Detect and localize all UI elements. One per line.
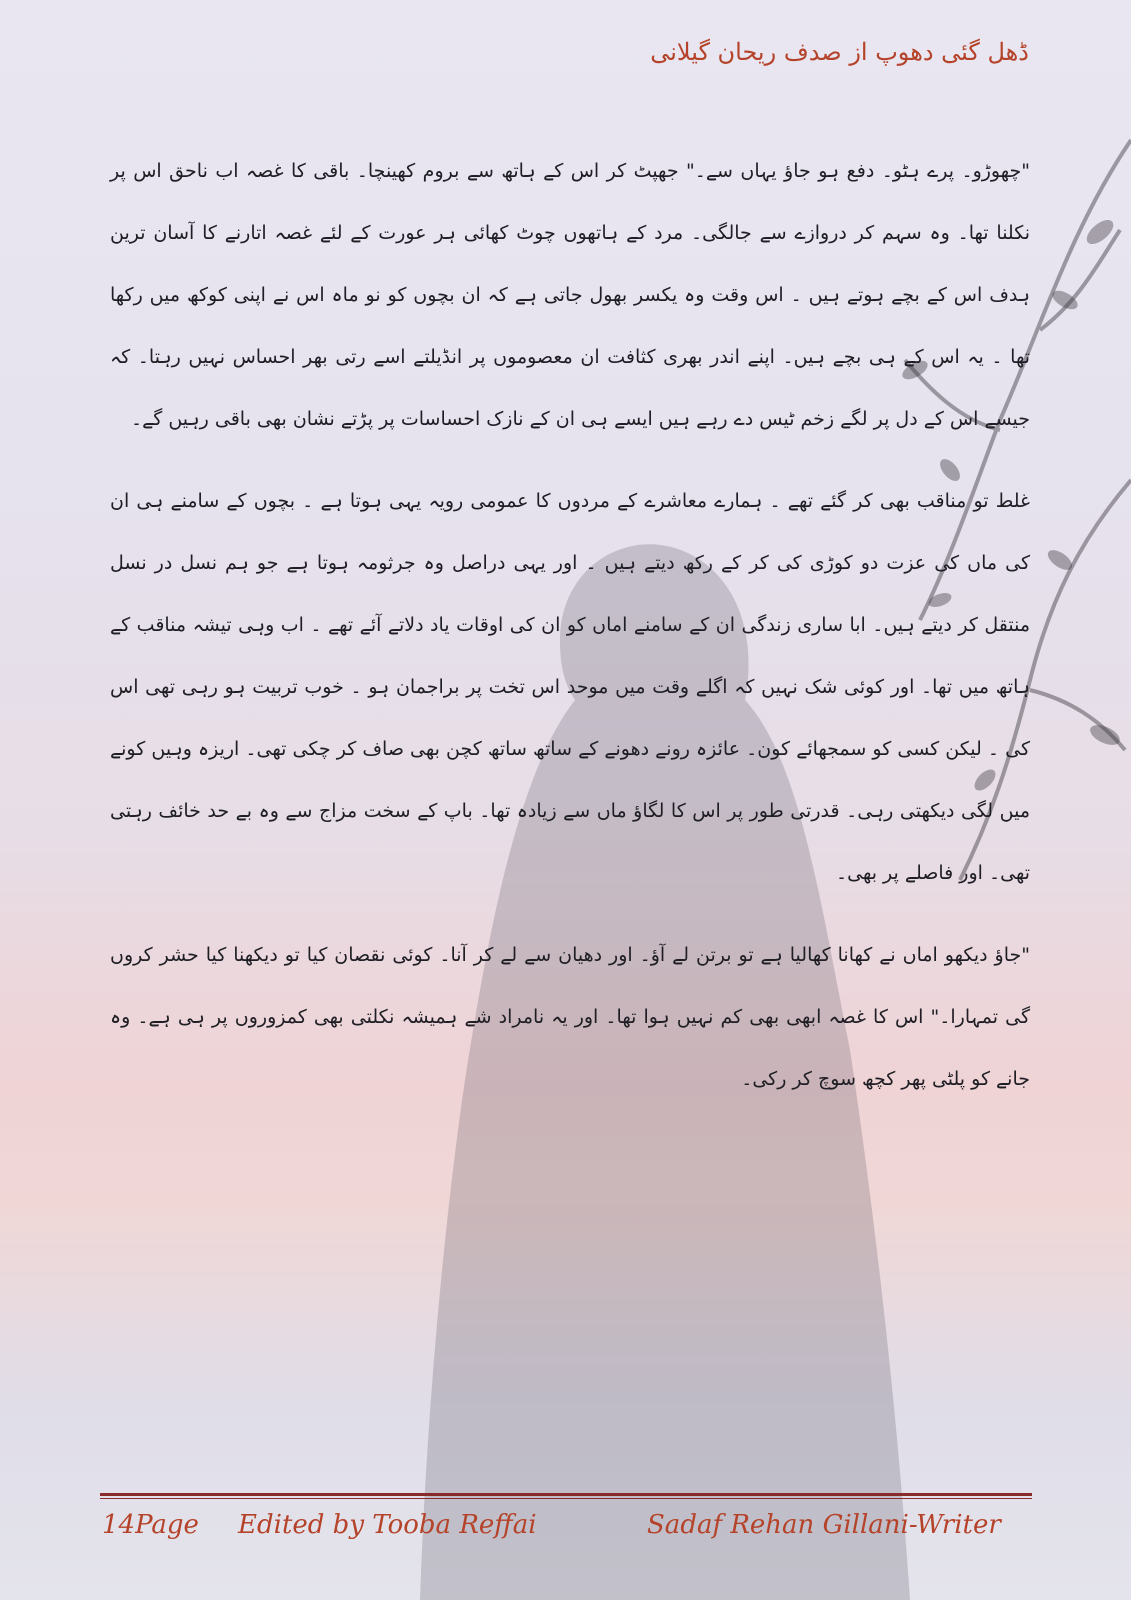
footer-writer-credit: Sadaf Rehan Gillani-Writer [647,1510,1001,1540]
page-title: ڈھل گئی دھوپ از صدف ریحان گیلانی [650,38,1029,66]
article-body [110,140,1030,1130]
footer-editor-credit: Edited by Tooba Reffai [238,1510,537,1540]
paragraph: "چھوڑو۔ پرے ہٹو۔ دفع ہو جاؤ یہاں سے۔" جھپٹ کر اس کے ہاتھ سے بروم کھینچا۔ باقی کا غصہ اب ناحق اس پر نکلنا تھا۔ وہ سہم کر دروازے سے جالگی۔ مرد کے ہاتھوں چوٹ کھائی ہر عورت کے لئے غصہ اتارنے کا آسان ترین ہدف اس کے بچے ہوتے ہیں ۔ اس وقت وہ یکسر بھول جاتی ہے کہ ان بچوں کو نو ماہ اس نے اپنی کوکھ میں رکھا تھا ۔ یہ اس کے ہی بچے ہیں۔ اپنے اندر بھری کثافت ان معصوموں پر انڈیلتے اسے رتی بھر احساس نہیں رہتا۔ کہ جیسے اس کے دل پر لگے زخم ٹیس دے رہے ہیں ایسے ہی ان کے نازک احساسات پر پڑتے نشان بھی باقی رہیں گے۔ [110,160,1030,430]
footer-page-number: 14Page [102,1510,199,1540]
paragraph: "جاؤ دیکھو اماں نے کھانا کھالیا ہے تو برتن لے آؤ۔ اور دھیان سے لے کر آنا۔ کوئی نقصان کیا تو دیکھنا کیا حشر کروں گی تمہارا۔" اس کا غصہ ابھی بھی کم نہیں ہوا تھا۔ اور یہ نامراد شے ہمیشہ نکلتی بھی کمزوروں پر ہی ہے۔ وہ جانے کو پلٹی پھر کچھ سوچ کر رکی۔ [110,944,1030,1090]
paragraph: غلط تو مناقب بھی کر گئے تھے ۔ ہمارے معاشرے کے مردوں کا عمومی رویہ یہی ہوتا ہے ۔ بچوں کے سامنے ہی ان کی ماں کی عزت دو کوڑی کی کر کے رکھ دیتے ہیں ۔ اور یہی دراصل وہ جرثومہ ہوتا ہے جو ہم نسل در نسل منتقل کر دیتے ہیں۔ ابا ساری زندگی ان کے سامنے اماں کو ان کی اوقات یاد دلاتے آئے تھے ۔ اب وہی تیشہ مناقب کے ہاتھ میں تھا۔ اور کوئی شک نہیں کہ اگلے وقت میں موحد اس تخت پر براجمان ہو ۔ خوب تربیت ہو رہی تھی اس کی ۔ لیکن کسی کو سمجھائے کون۔ عائزہ رونے دھونے کے ساتھ ساتھ کچن بھی صاف کر چکی تھی۔ اریزہ وہیں کونے میں لگی دیکھتی رہی۔ قدرتی طور پر اس کا لگاؤ ماں سے زیادہ تھا۔ باپ کے سخت مزاج سے وہ بے حد خائف رہتی تھی۔ اور فاصلے پر بھی۔ [110,490,1030,884]
footer-divider [100,1493,1032,1499]
